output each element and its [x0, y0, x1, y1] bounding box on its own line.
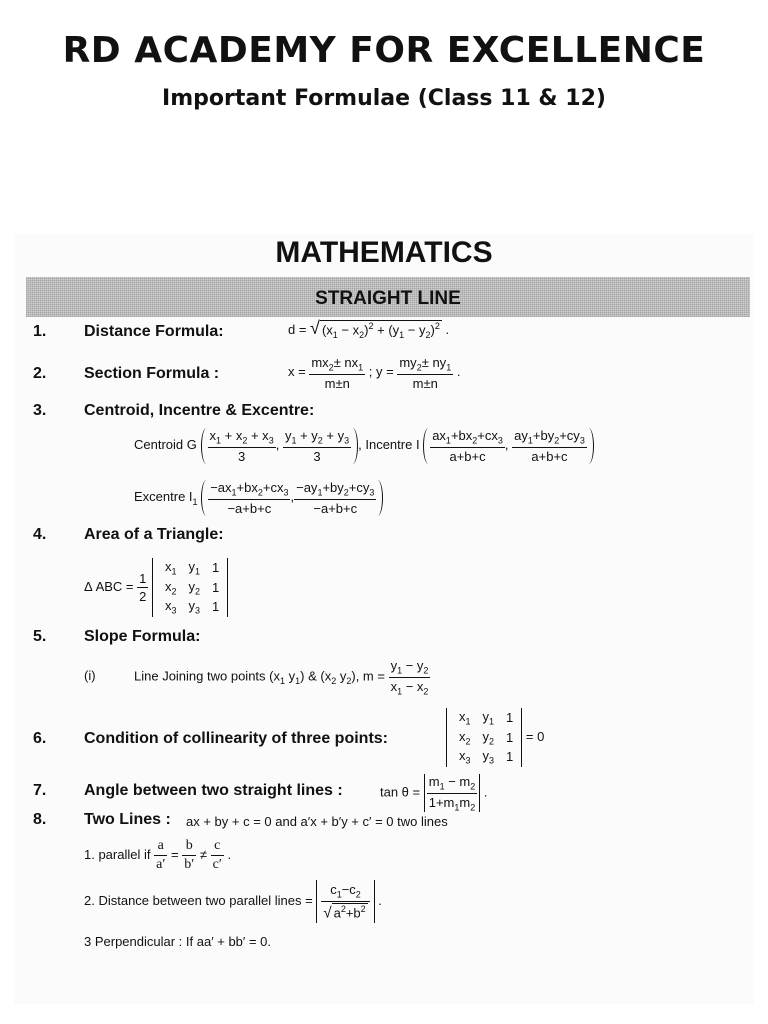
- item-number: 3.: [33, 402, 47, 419]
- slope-formula: Line Joining two points ($x_1$ $y_1$) & ($x_2$ $y_2$), m = $\frac{y_1 - y_2}{x_1 - x_2}$: [134, 658, 429, 697]
- item-title: Centroid, Incentre & Excentre:: [84, 402, 315, 419]
- perpendicular-condition: 3 Perpendicular : If aa′ + bb′ = 0.: [84, 934, 271, 949]
- item-number: 6.: [33, 730, 47, 747]
- chapter-title: STRAIGHT LINE: [315, 288, 461, 309]
- subject-heading: MATHEMATICS: [275, 236, 493, 269]
- centroid-incentre-formula: Centroid G $\frac{x_1 + x_2 + x_3}{3}$ , $\frac{y_1 + y_2 + y_3}{3}$ , Incentre I $\frac{ax_1+bx_2+cx_3}{a+b+c}$ , $\frac{ay_1+by_2+cy_3}{a+b+c}$: [134, 428, 594, 464]
- item-title: Condition of collinearity of three points:: [84, 730, 388, 747]
- distance-formula: d = √ $(x_1 - x_2)^2 + (y_1 - y_2)^2$ .: [288, 318, 450, 340]
- angle-formula: tan θ = $\frac{m_1 - m_2}{1+m_1m_2}$ .: [380, 774, 488, 813]
- item-title: Distance Formula:: [84, 323, 224, 340]
- parallel-label: 1. parallel if: [84, 846, 151, 862]
- item-number: 1.: [33, 323, 47, 340]
- item-number: 5.: [33, 628, 47, 645]
- slope-text: Line Joining two points (x: [134, 668, 280, 684]
- item-title: Section Formula :: [84, 365, 220, 382]
- excentre-label: Excentre: [134, 489, 186, 505]
- parallel-condition: 1. parallel if $\frac{a}{a'}$ = $\frac{b}{b'}$ ≠ $\frac{c}{c'}$ .: [84, 838, 232, 872]
- section-formula: x = $\frac{mx_2\pm nx_1}{m\pm n}$ ; y = $\frac{my_2\pm ny_1}{m\pm n}$ .: [288, 355, 461, 391]
- page-title: RD ACADEMY FOR EXCELLENCE: [62, 30, 706, 71]
- item-number: 4.: [33, 526, 47, 543]
- page-subtitle: Important Formulae (Class 11 & 12): [162, 86, 606, 111]
- item-title: Area of a Triangle:: [84, 526, 224, 543]
- item-title: Slope Formula:: [84, 628, 201, 645]
- excentre-formula: Excentre $I_1$ $\frac{-ax_1+bx_2+cx_3}{-a+b+c}$ , $\frac{-ay_1+by_2+cy_3}{-a+b+c}$: [134, 480, 383, 516]
- item-number: 8.: [33, 811, 47, 828]
- area-label: Δ ABC =: [84, 578, 134, 594]
- chapter-banner: [26, 277, 750, 317]
- collinearity-formula: $x_1$ $y_1$ 1 $x_2$ $y_2$ 1 $x_3$ $y_3$ 1 = 0: [446, 708, 544, 767]
- item-title: Two Lines :: [84, 811, 171, 828]
- item-number: 7.: [33, 782, 47, 799]
- slope-index: (i): [84, 668, 96, 683]
- area-formula: Δ ABC = $\frac{1}{2}$ $x_1$ $y_1$ 1 $x_2$ $y_2$ 1 $x_3$ $y_3$ 1: [84, 558, 228, 617]
- item-title: Angle between two straight lines :: [84, 782, 343, 799]
- centroid-label: Centroid G: [134, 437, 197, 453]
- distance-label: 2. Distance between two parallel lines =: [84, 892, 313, 908]
- parallel-distance: 2. Distance between two parallel lines = $\frac{c_1-c_2}{√ a^2+b^2}$ .: [84, 882, 382, 921]
- two-lines-equation: ax + by + c = 0 and a′x + b′y + c′ = 0 two lines: [186, 814, 448, 829]
- incentre-label: , Incentre I: [358, 437, 420, 453]
- item-number: 2.: [33, 365, 47, 382]
